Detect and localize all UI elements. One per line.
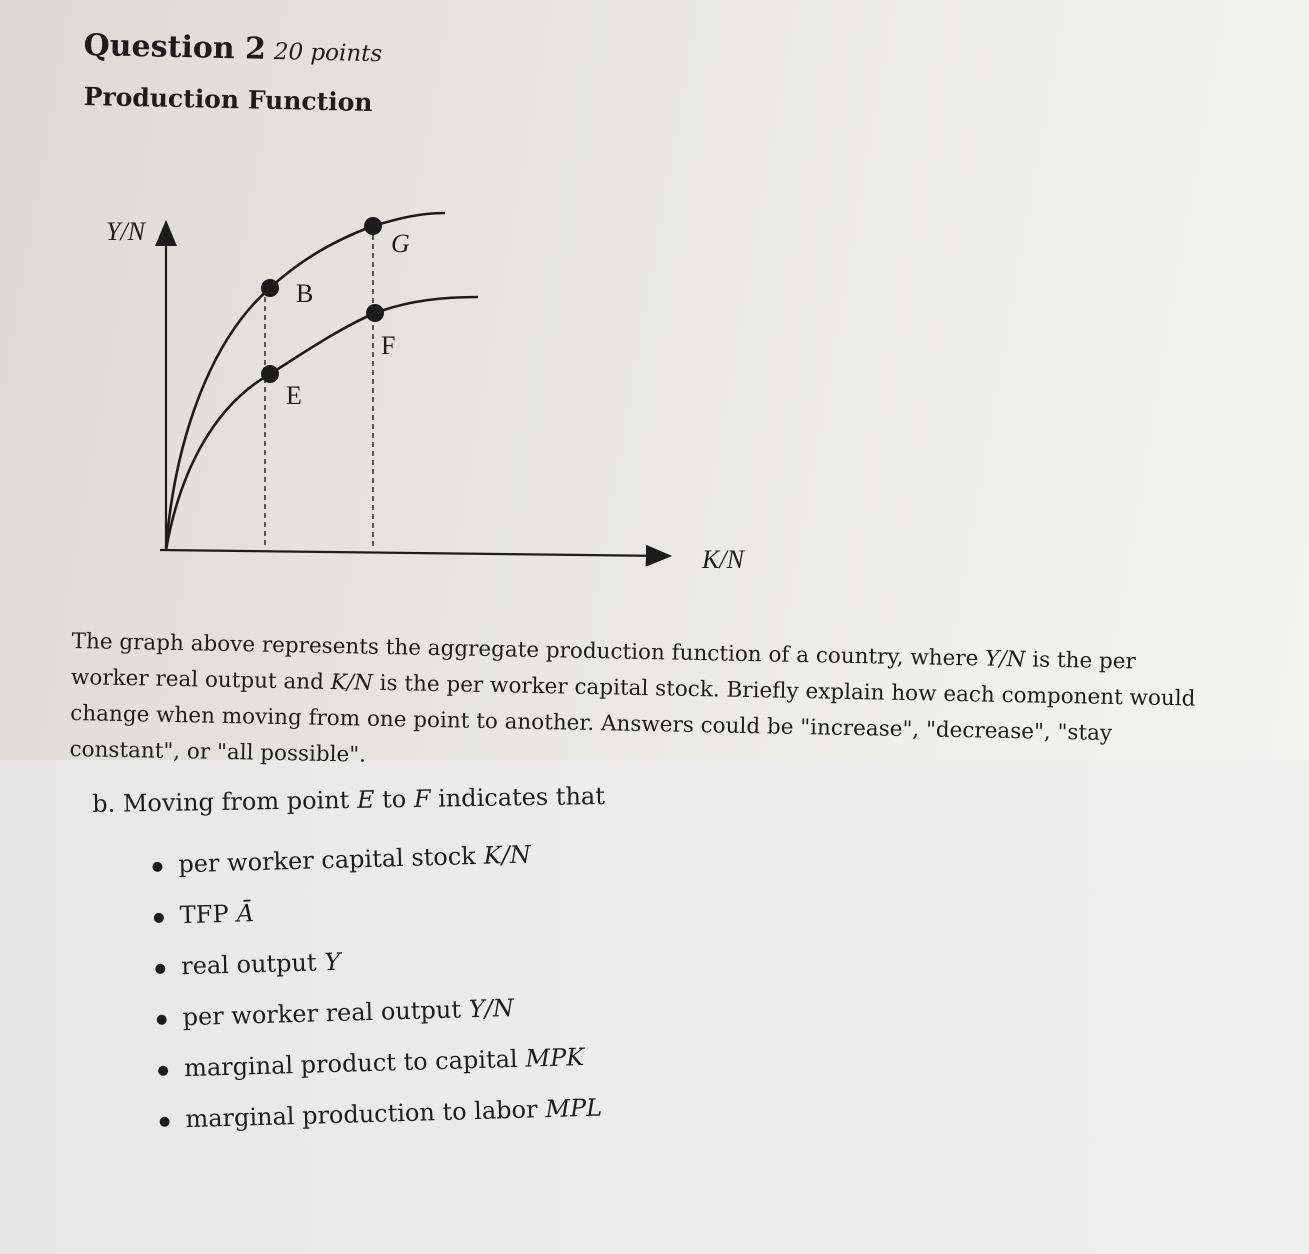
qb-mid: to xyxy=(374,784,415,814)
item-label: per worker capital stock xyxy=(178,841,477,879)
item-label: real output xyxy=(180,948,317,981)
x-axis-label: K/N xyxy=(702,545,744,574)
item-label: TFP xyxy=(179,899,230,930)
qb-from-point: E xyxy=(356,785,375,814)
upper-production-curve xyxy=(166,213,445,548)
component-list xyxy=(152,838,603,1156)
production-function-graph xyxy=(0,0,1309,620)
item-symbol: K/N xyxy=(483,840,532,870)
item-label: per worker real output xyxy=(182,995,462,1032)
question-subtitle: Production Function xyxy=(83,82,373,118)
point-e-marker xyxy=(261,365,279,383)
point-g-label: G xyxy=(391,229,410,258)
bullet-icon xyxy=(159,1116,169,1126)
point-b-label: B xyxy=(296,279,314,308)
point-b-marker xyxy=(261,279,279,297)
question-number: Question 2 xyxy=(83,28,267,67)
item-symbol: Ā xyxy=(236,899,255,928)
x-axis xyxy=(160,550,670,556)
intro-text-3: is the per worker capital stock. Briefly explain how each component would change when moving from one point to another. Answers could be "increase", "decrease", "stay constant", or "all possible". xyxy=(69,670,1196,768)
intro-symbol-kn: K/N xyxy=(330,669,374,696)
item-label: marginal product to capital xyxy=(183,1044,518,1083)
intro-text-2: is the per worker real output and xyxy=(70,647,1137,695)
intro-paragraph xyxy=(69,624,1202,790)
point-e-label: E xyxy=(286,381,302,410)
point-g-marker xyxy=(364,217,382,235)
item-label: marginal production to labor xyxy=(185,1095,538,1134)
point-f-marker xyxy=(366,304,384,322)
bullet-icon xyxy=(158,1065,168,1075)
qb-to-point: F xyxy=(413,784,431,813)
lower-production-curve xyxy=(166,297,478,550)
qb-suffix: indicates that xyxy=(430,781,606,813)
bullet-icon xyxy=(157,1014,167,1024)
item-symbol: MPK xyxy=(525,1043,585,1073)
y-axis-label: Y/N xyxy=(106,217,146,246)
bullet-icon xyxy=(152,861,162,871)
bullet-icon xyxy=(154,912,164,922)
bullet-icon xyxy=(155,963,165,973)
item-symbol: MPL xyxy=(545,1093,603,1124)
question-points: 20 points xyxy=(273,38,383,68)
item-symbol: Y xyxy=(324,947,341,977)
point-f-label: F xyxy=(381,331,396,360)
item-symbol: Y/N xyxy=(468,993,515,1024)
intro-symbol-yn: Y/N xyxy=(984,646,1026,673)
intro-text-1: The graph above represents the aggregate production function of a country, where xyxy=(71,628,986,672)
qb-prefix: b. Moving from point xyxy=(92,785,358,818)
